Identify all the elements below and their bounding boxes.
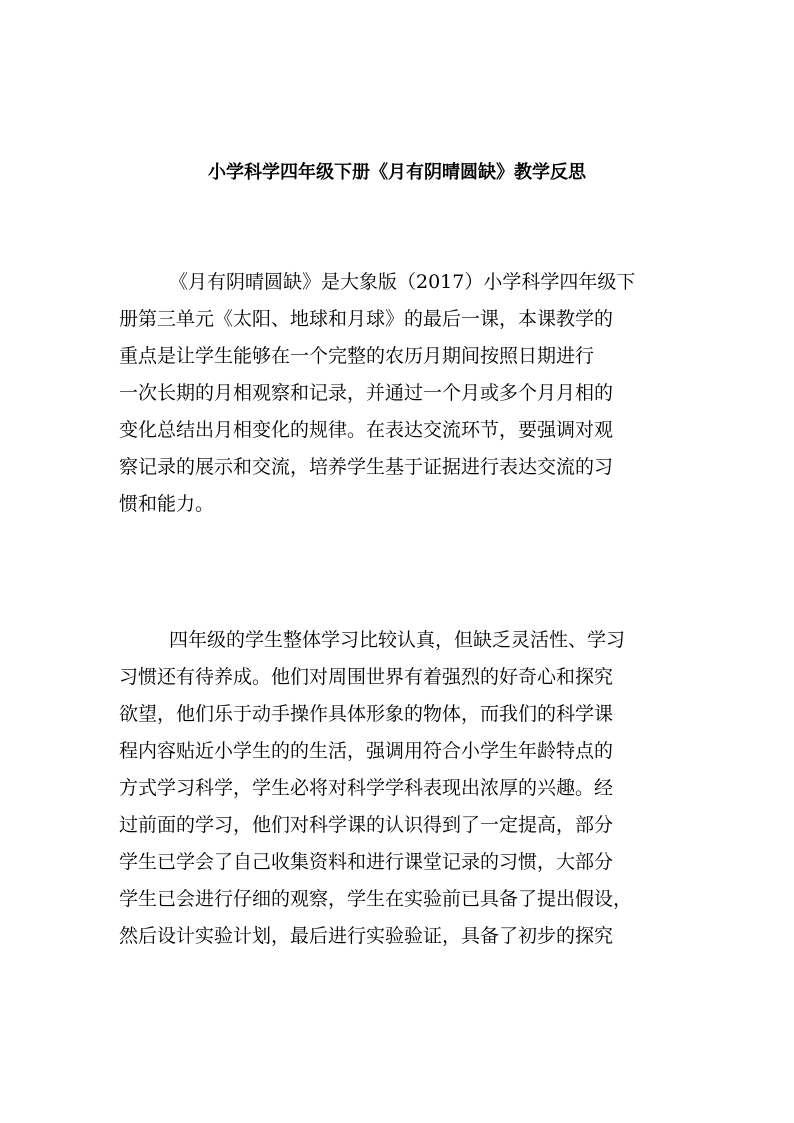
paragraph-line: 册第三单元《太阳、地球和月球》的最后一课，本课教学的 (119, 308, 614, 330)
paragraph-students (119, 622, 675, 955)
paragraph-line: 方式学习科学，学生必将对科学学科表现出浓厚的兴趣。经 (119, 777, 614, 799)
paragraph-line: 一次长期的月相观察和记录，并通过一个月或多个月月相的 (119, 382, 614, 404)
paragraph-line: 程内容贴近小学生的的生活，强调用符合小学生年龄特点的 (119, 740, 614, 762)
paragraph-line: 学生已会进行仔细的观察，学生在实验前已具备了提出假设， (119, 888, 633, 910)
paragraph-line: 变化总结出月相变化的规律。在表达交流环节，要强调对观 (119, 419, 614, 441)
document-title: 小学科学四年级下册《月有阴晴圆缺》教学反思 (208, 162, 586, 183)
paragraph-line: 过前面的学习，他们对科学课的认识得到了一定提高，部分 (119, 814, 614, 836)
paragraph-line: 惯和能力。 (119, 493, 215, 515)
paragraph-line: 重点是让学生能够在一个完整的农历月期间按照日期进行 (119, 345, 595, 367)
paragraph-line: 然后设计实验计划，最后进行实验验证，具备了初步的探究 (119, 925, 614, 947)
paragraph-intro (119, 264, 675, 523)
paragraph-line: 学生已学会了自己收集资料和进行课堂记录的习惯，大部分 (119, 851, 614, 873)
paragraph-line: 《月有阴晴圆缺》是大象版（2017）小学科学四年级下 (169, 271, 636, 293)
paragraph-line: 察记录的展示和交流，培养学生基于证据进行表达交流的习 (119, 456, 614, 478)
paragraph-line: 欲望，他们乐于动手操作具体形象的物体，而我们的科学课 (119, 703, 614, 725)
paragraph-line: 习惯还有待养成。他们对周围世界有着强烈的好奇心和探究 (119, 666, 614, 688)
paragraph-line: 四年级的学生整体学习比较认真，但缺乏灵活性、学习 (169, 629, 626, 651)
